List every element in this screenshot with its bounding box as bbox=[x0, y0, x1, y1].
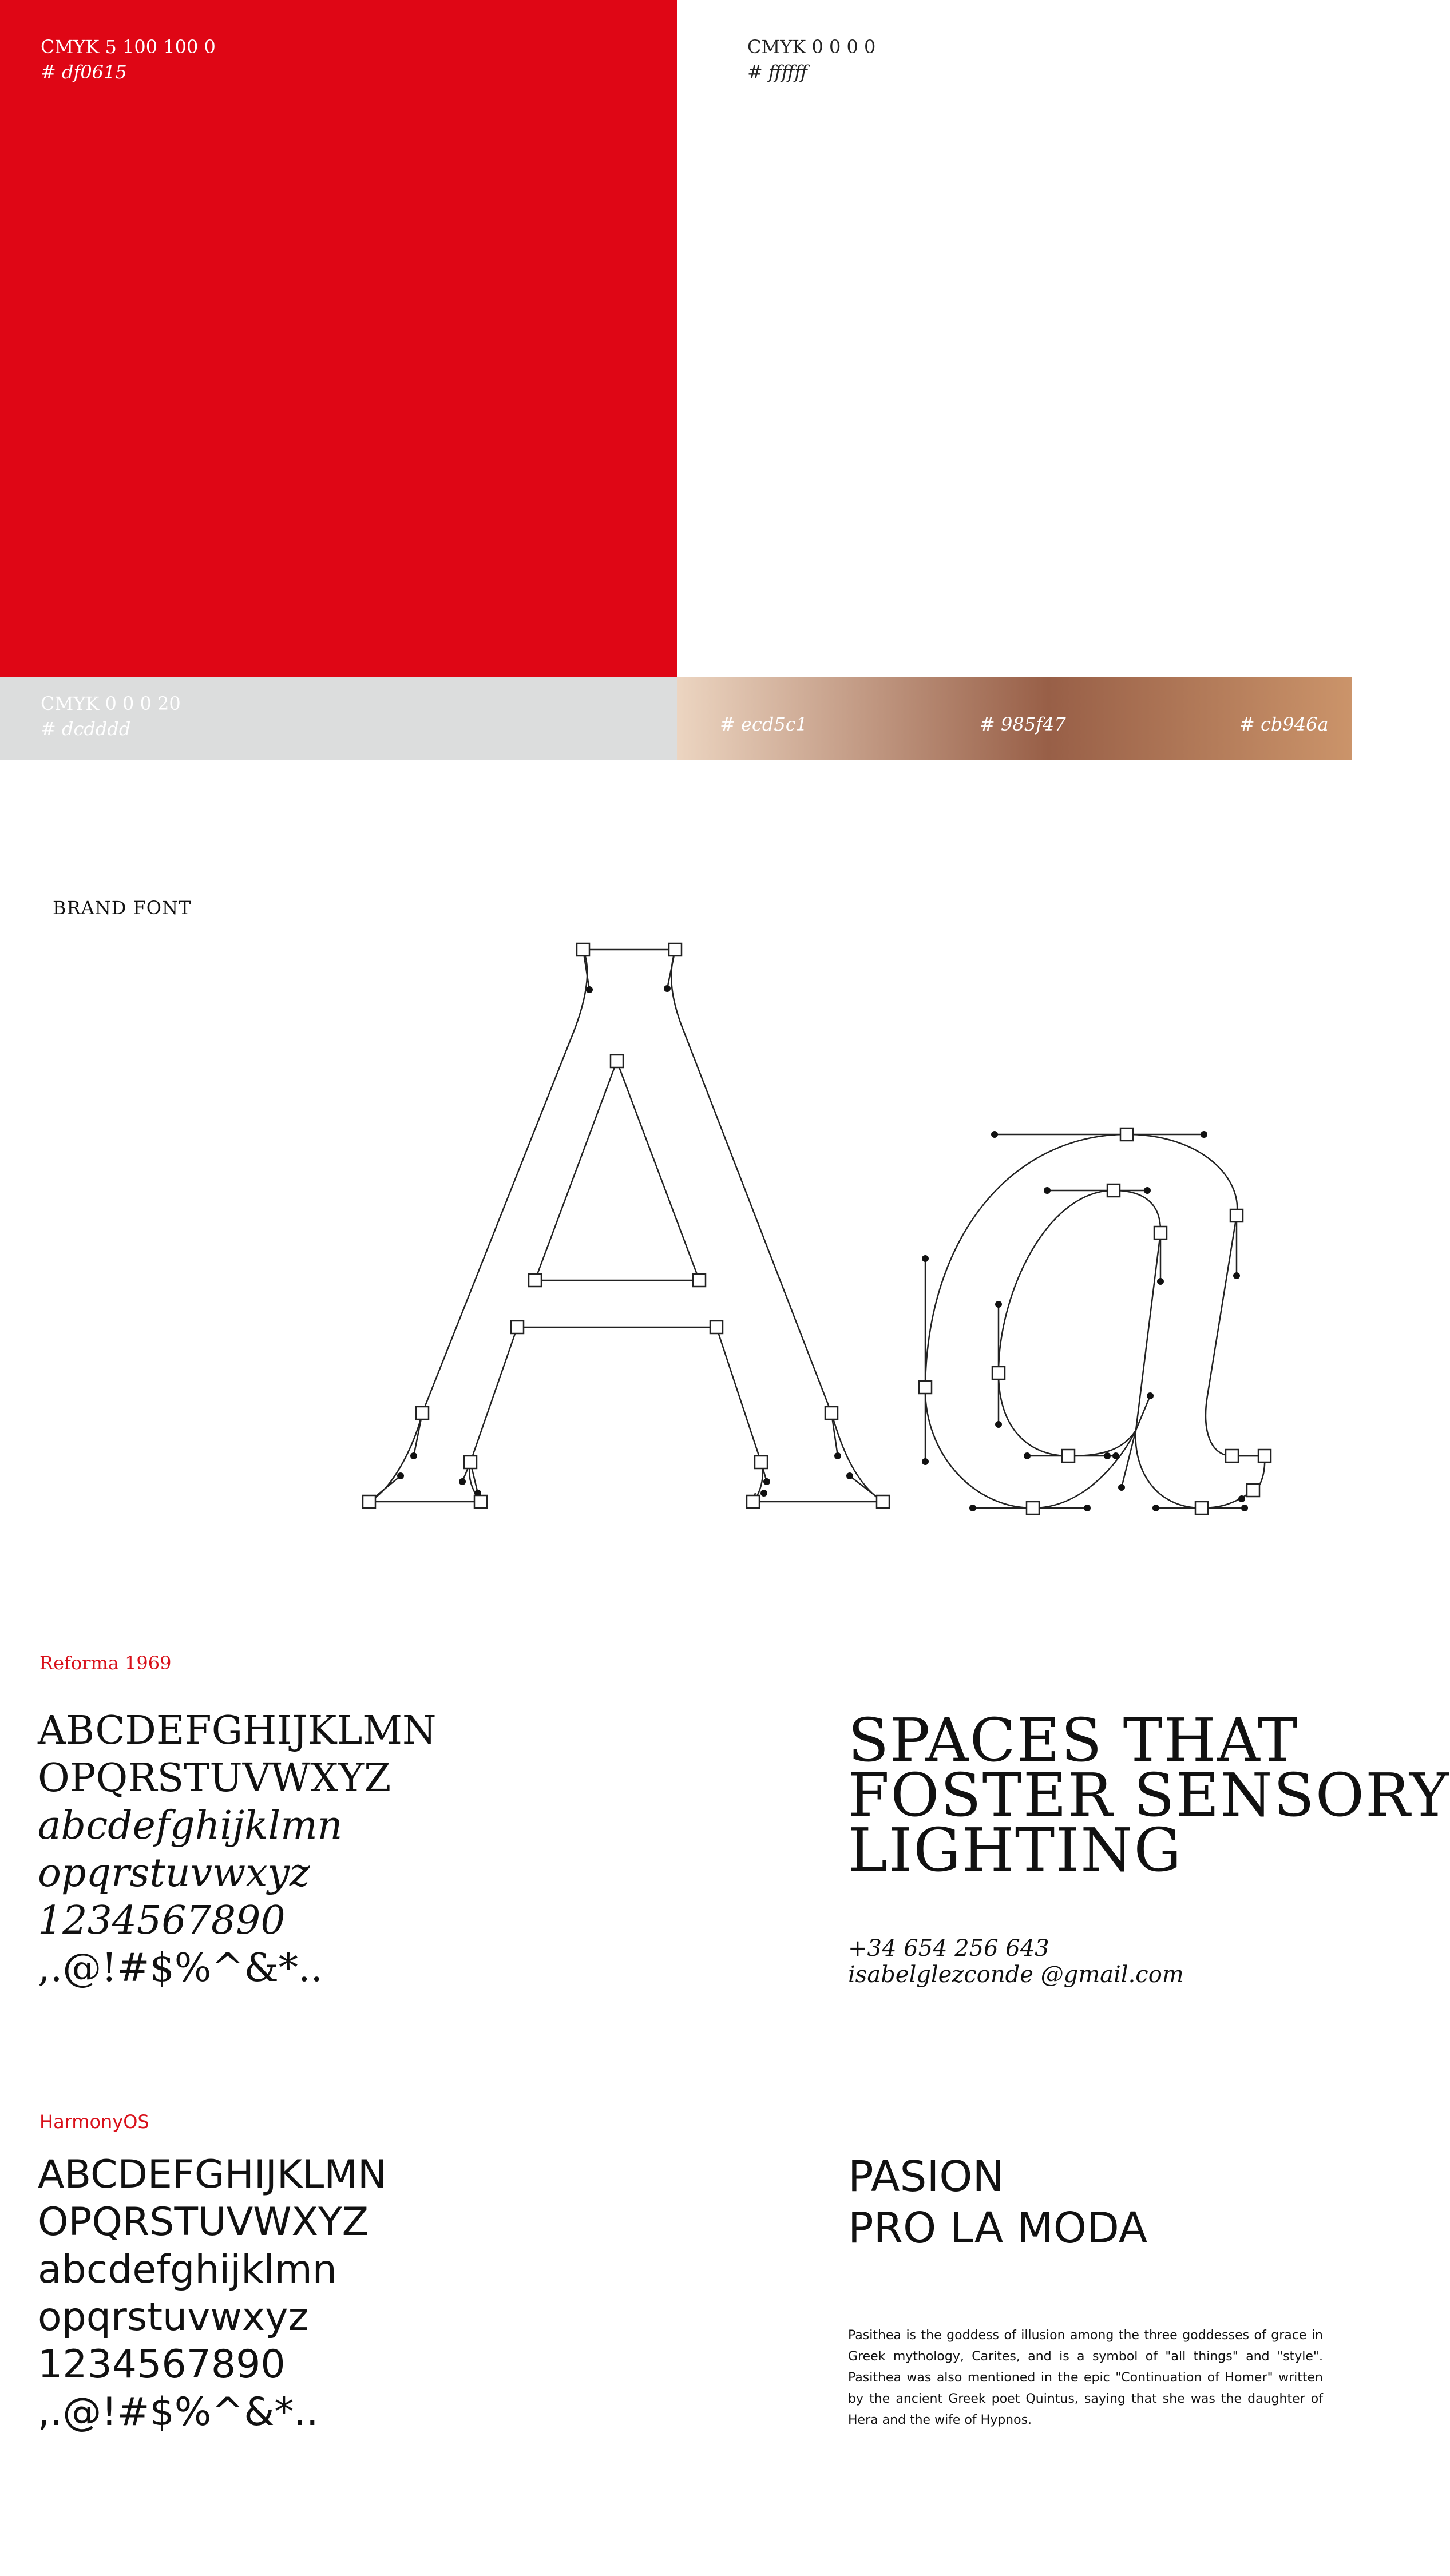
headline-pasion-line-2: PRO LA MODA bbox=[848, 2204, 1148, 2253]
harmony-lowercase-2: opqrstuvwxyz bbox=[38, 2295, 309, 2340]
swatch-grey-hex: # dcdddd bbox=[41, 718, 131, 740]
headline-pasion-line-1: PASION bbox=[848, 2152, 1004, 2201]
glyph-anchor-points bbox=[363, 943, 1271, 1514]
harmony-specimen bbox=[38, 2151, 387, 2436]
font-name-reforma: Reforma 1969 bbox=[39, 1652, 172, 1674]
swatch-white-info bbox=[747, 34, 875, 85]
pasithea-paragraph: Pasithea is the goddess of illusion among the three goddesses of grace in Greek mythology, Carites, and is a symbol of "all things" and "style". Pasithea was also mentioned in the epic "Continuation of Homer" written by the ancient Greek poet Quintus, saying that she was the daughter of Hera and the wife of Hypnos. bbox=[848, 2328, 1323, 2427]
gradient-label-2: # 985f47 bbox=[980, 713, 1066, 735]
contact-phone: +34 654 256 643 bbox=[848, 1935, 1049, 1962]
swatch-red bbox=[0, 0, 677, 677]
contact-email: isabelglezconde @gmail.com bbox=[848, 1962, 1184, 1988]
reforma-uppercase-1: ABCDEFGHIJKLMN bbox=[38, 1708, 437, 1753]
gradient-label-3: # cb946a bbox=[1239, 713, 1329, 735]
swatch-white-hex: # ffffff bbox=[747, 61, 807, 83]
contact-block bbox=[848, 1935, 1184, 1988]
swatch-grey-info bbox=[41, 691, 181, 741]
harmony-lowercase-1: abcdefghijklmn bbox=[38, 2247, 337, 2292]
swatch-white-cmyk: CMYK 0 0 0 0 bbox=[747, 36, 876, 58]
brand-font-label: BRAND FONT bbox=[53, 897, 192, 919]
harmony-uppercase-1: ABCDEFGHIJKLMN bbox=[38, 2152, 387, 2197]
glyph-A-outline bbox=[369, 950, 883, 1502]
reforma-symbols: ,.@!#$%^&*.. bbox=[38, 1946, 323, 1991]
harmony-digits: 1234567890 bbox=[38, 2342, 286, 2387]
headline-pasion bbox=[848, 2151, 1147, 2254]
headline-spaces-line-3: LIGHTING bbox=[848, 1815, 1183, 1885]
swatch-white bbox=[677, 0, 1352, 677]
swatch-red-cmyk: CMYK 5 100 100 0 bbox=[41, 36, 216, 58]
headline-spaces-line-2: FOSTER SENSORY bbox=[848, 1760, 1450, 1830]
swatch-red-hex: # df0615 bbox=[41, 61, 127, 83]
headline-spaces-line-1: SPACES THAT bbox=[848, 1705, 1299, 1775]
glyph-handle-dots bbox=[397, 985, 1248, 1511]
gradient-label-1: # ecd5c1 bbox=[720, 713, 807, 735]
reforma-lowercase-2: opqrstuvwxyz bbox=[38, 1851, 310, 1896]
harmony-symbols: ,.@!#$%^&*.. bbox=[38, 2390, 319, 2435]
glyph-handles bbox=[369, 950, 1265, 1508]
swatch-red-info bbox=[41, 34, 216, 85]
reforma-specimen bbox=[38, 1707, 437, 1992]
brand-font-glyph-outline bbox=[0, 915, 1352, 1533]
reforma-digits: 1234567890 bbox=[38, 1898, 286, 1943]
headline-spaces bbox=[848, 1705, 1450, 1885]
harmony-uppercase-2: OPQRSTUVWXYZ bbox=[38, 2200, 369, 2245]
reforma-lowercase-1: abcdefghijklmn bbox=[38, 1803, 343, 1848]
font-name-harmonyos: HarmonyOS bbox=[39, 2111, 149, 2133]
swatch-grey-cmyk: CMYK 0 0 0 20 bbox=[41, 693, 181, 715]
reforma-uppercase-2: OPQRSTUVWXYZ bbox=[38, 1756, 391, 1801]
